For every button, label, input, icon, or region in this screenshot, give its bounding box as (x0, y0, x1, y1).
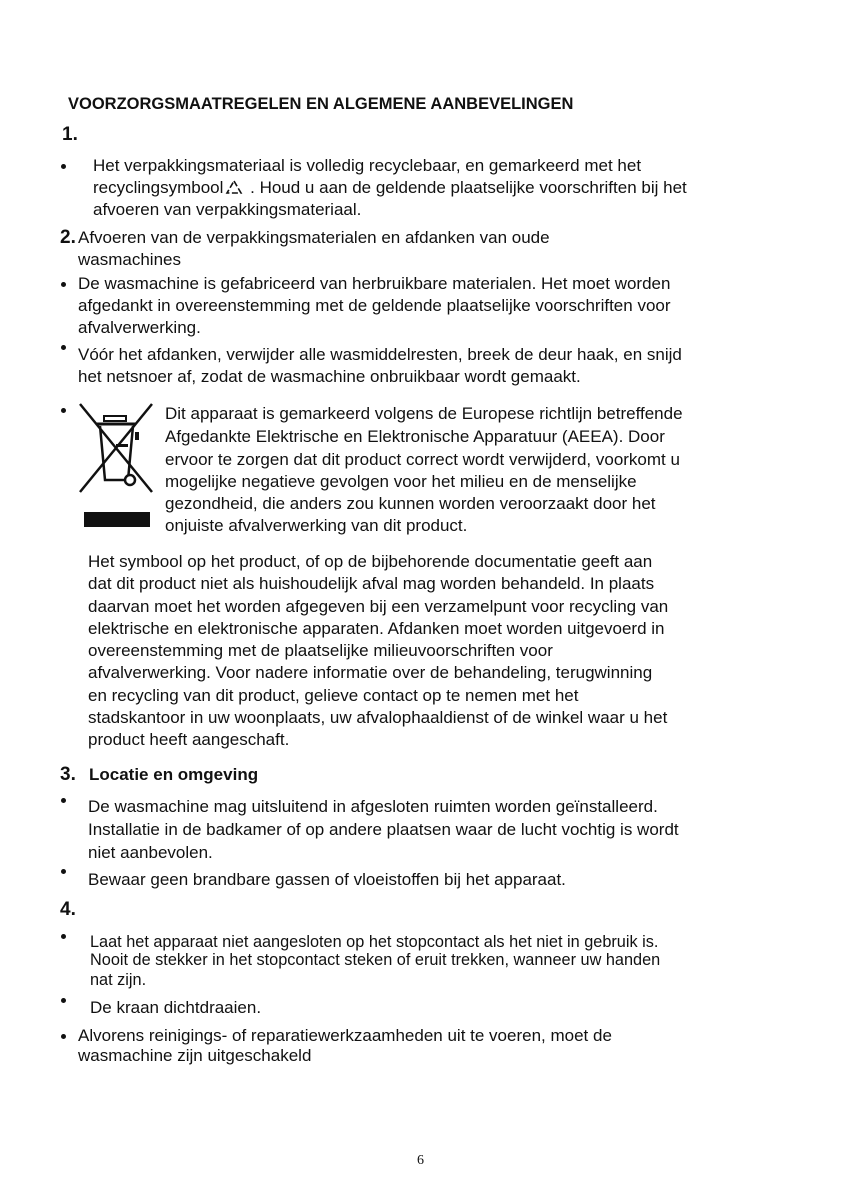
text-line: Het verpakkingsmateriaal is volledig recyclebaar, en gemarkeerd met het (93, 156, 642, 175)
bullet (61, 998, 66, 1003)
bullet (61, 869, 66, 874)
text-line: het netsnoer af, zodat de wasmachine onbruikbaar wordt gemaakt. (78, 367, 581, 386)
text: recyclingsymbool (93, 178, 224, 197)
text-line: Laat het apparaat niet aangesloten op het stopcontact als het niet in gebruik is. (90, 933, 659, 951)
section-2-number: 2. (60, 227, 76, 248)
text-line: Alvorens reinigings- of reparatiewerkzaamheden uit te voeren, moet de (78, 1026, 612, 1045)
text-line: wasmachine zijn uitgeschakeld (78, 1046, 312, 1065)
text-line: Het symbool op het product, of op de bijbehorende documentatie geeft aan (88, 552, 653, 571)
section-3-number: 3. (60, 764, 76, 785)
text-line: De wasmachine mag uitsluitend in afgesloten ruimten worden geïnstalleerd. (88, 797, 658, 816)
text: . Houd u aan de geldende plaatselijke voorschriften bij het (250, 178, 687, 197)
recycling-symbol-icon (225, 179, 243, 195)
text-line: dat dit product niet als huishoudelijk afval mag worden behandeld. In plaats (88, 574, 655, 593)
text-line: stadskantoor in uw woonplaats, uw afvalophaaldienst of de winkel waar u het (88, 708, 668, 727)
text-line: mogelijke negatieve gevolgen voor het milieu en de menselijke (165, 472, 637, 491)
text-line: product heeft aangeschaft. (88, 730, 290, 749)
section-3-heading: Locatie en omgeving (89, 765, 259, 784)
text-line: afvoeren van verpakkingsmateriaal. (93, 200, 362, 219)
text-line: gezondheid, die anders zou kunnen worden veroorzaakt door het (165, 494, 656, 513)
bullet (61, 345, 66, 350)
section-4-number: 4. (60, 899, 76, 920)
text-line: en recycling van dit product, gelieve contact op te nemen met het (88, 686, 579, 705)
weee-crossed-bin-icon (78, 400, 158, 530)
bullet (61, 934, 66, 939)
text-line: De kraan dichtdraaien. (90, 998, 262, 1017)
text-line: afvalverwerking. Voor nadere informatie over de behandeling, terugwinning (88, 663, 653, 682)
bullet (61, 798, 66, 803)
text-line: Afgedankte Elektrische en Elektronische Apparatuur (AEEA). Door (165, 427, 665, 446)
section-1-number: 1. (62, 124, 78, 145)
text-line: afgedankt in overeenstemming met de geldende plaatselijke voorschriften voor (78, 296, 671, 315)
text-line: ervoor te zorgen dat dit product correct wordt verwijderd, voorkomt u (165, 450, 680, 469)
text-line: Dit apparaat is gemarkeerd volgens de Europese richtlijn betreffende (165, 404, 683, 423)
text-line: niet aanbevolen. (88, 843, 213, 862)
text-line: Bewaar geen brandbare gassen of vloeistoffen bij het apparaat. (88, 870, 566, 889)
text-line: De wasmachine is gefabriceerd van herbruikbare materialen. Het moet worden (78, 274, 671, 293)
bullet (61, 1034, 66, 1039)
page-title: VOORZORGSMAATREGELEN EN ALGEMENE AANBEVELINGEN (68, 95, 574, 113)
page-number: 6 (417, 1153, 424, 1168)
section-2-heading: Afvoeren van de verpakkingsmaterialen en afdanken van oude (78, 228, 550, 247)
text-line: Installatie in de badkamer of op andere plaatsen waar de lucht vochtig is wordt (88, 820, 679, 839)
text-line: Nooit de stekker in het stopcontact steken of eruit trekken, wanneer uw handen (90, 951, 661, 969)
text-line: afvalverwerking. (78, 318, 201, 337)
section-2-heading: wasmachines (78, 250, 181, 269)
text-line: onjuiste afvalverwerking van dit product. (165, 516, 468, 535)
text-line: daarvan moet het worden afgegeven bij een verzamelpunt voor recycling van (88, 597, 669, 616)
bullet (61, 282, 66, 287)
bullet (61, 408, 66, 413)
text-line: overeenstemming met de plaatselijke milieuvoorschriften voor (88, 641, 553, 660)
text-line: Vóór het afdanken, verwijder alle wasmiddelresten, breek de deur haak, en snijd (78, 345, 682, 364)
bullet (61, 164, 66, 169)
text-line (93, 178, 687, 198)
text-line: nat zijn. (90, 971, 147, 989)
text-line: elektrische en elektronische apparaten. Afdanken moet worden uitgevoerd in (88, 619, 665, 638)
